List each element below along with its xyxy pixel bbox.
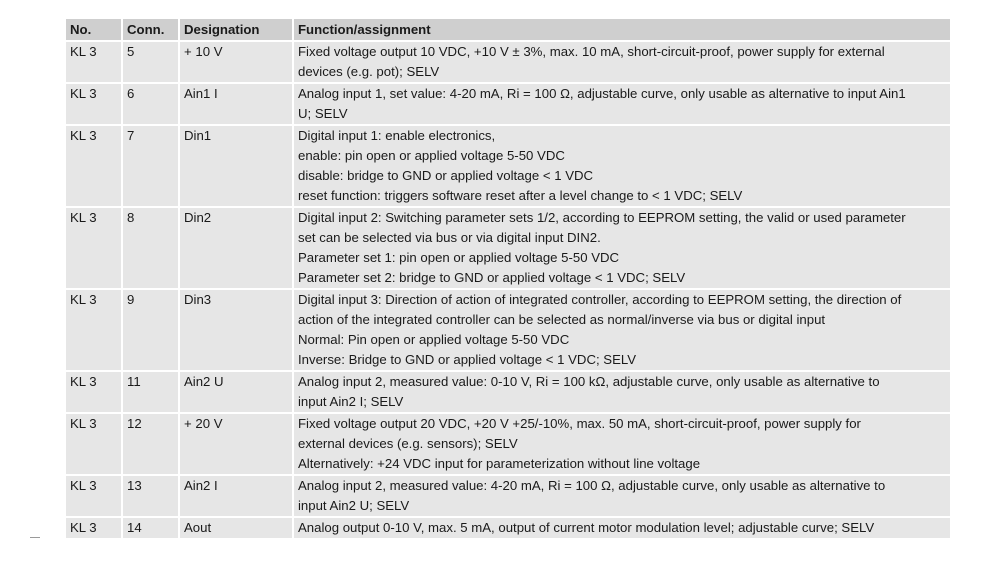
cell-no: KL 3 [66, 372, 121, 412]
cell-function [294, 42, 950, 82]
cell-no: KL 3 [66, 42, 121, 82]
function-line: Alternatively: +24 VDC input for parameterization without line voltage [298, 456, 701, 471]
cell-designation: + 10 V [180, 42, 292, 82]
cell-designation: Ain1 I [180, 84, 292, 124]
cell-no: KL 3 [66, 518, 121, 538]
cell-function [294, 84, 950, 124]
header-function: Function/assignment [294, 19, 950, 40]
table-row [66, 476, 950, 516]
cell-no: KL 3 [66, 476, 121, 516]
function-line: Normal: Pin open or applied voltage 5-50 VDC [298, 332, 570, 347]
cell-no: KL 3 [66, 126, 121, 206]
cell-function [294, 290, 950, 370]
cell-conn: 14 [123, 518, 178, 538]
function-line: devices (e.g. pot); SELV [298, 64, 440, 79]
table-row [66, 84, 950, 124]
function-line: Digital input 3: Direction of action of integrated controller, according to EEPROM setting, the direction of [298, 292, 902, 307]
cell-designation: Din1 [180, 126, 292, 206]
cell-function [294, 126, 950, 206]
cell-function [294, 414, 950, 474]
cell-conn: 11 [123, 372, 178, 412]
function-line: Analog input 2, measured value: 0-10 V, Ri = 100 kΩ, adjustable curve, only usable as alternative to [298, 374, 880, 389]
function-line: Digital input 1: enable electronics, [298, 128, 496, 143]
function-line: U; SELV [298, 106, 348, 121]
function-line: input Ain2 I; SELV [298, 394, 404, 409]
cell-function [294, 372, 950, 412]
cell-no: KL 3 [66, 84, 121, 124]
cell-designation: Ain2 I [180, 476, 292, 516]
table-body [66, 42, 950, 538]
function-line: action of the integrated controller can be selected as normal/inverse via bus or digital input [298, 312, 826, 327]
cell-function [294, 518, 950, 538]
function-line: Parameter set 2: bridge to GND or applied voltage < 1 VDC; SELV [298, 270, 686, 285]
table-row [66, 42, 950, 82]
cell-conn: 12 [123, 414, 178, 474]
cell-no: KL 3 [66, 208, 121, 288]
function-line: Analog input 2, measured value: 4-20 mA, Ri = 100 Ω, adjustable curve, only usable as alternative to [298, 478, 886, 493]
table-row [66, 414, 950, 474]
function-line: external devices (e.g. sensors); SELV [298, 436, 518, 451]
table-row [66, 208, 950, 288]
cell-no: KL 3 [66, 414, 121, 474]
function-line: Digital input 2: Switching parameter sets 1/2, according to EEPROM setting, the valid or used parameter [298, 210, 906, 225]
function-line: set can be selected via bus or via digital input DIN2. [298, 230, 601, 245]
function-line: Inverse: Bridge to GND or applied voltage < 1 VDC; SELV [298, 352, 637, 367]
function-line: disable: bridge to GND or applied voltage < 1 VDC [298, 168, 594, 183]
cell-designation: Ain2 U [180, 372, 292, 412]
header-designation: Designation [180, 19, 292, 40]
function-line: enable: pin open or applied voltage 5-50 VDC [298, 148, 565, 163]
terminal-table-container [66, 17, 950, 540]
margin-marker [30, 537, 40, 538]
cell-designation: + 20 V [180, 414, 292, 474]
cell-conn: 13 [123, 476, 178, 516]
cell-function [294, 208, 950, 288]
table-row [66, 290, 950, 370]
function-line: Parameter set 1: pin open or applied voltage 5-50 VDC [298, 250, 620, 265]
terminal-assignment-table [64, 17, 952, 540]
cell-conn: 5 [123, 42, 178, 82]
cell-conn: 8 [123, 208, 178, 288]
function-line: Analog output 0-10 V, max. 5 mA, output of current motor modulation level; adjustable curve; SELV [298, 520, 875, 535]
cell-conn: 9 [123, 290, 178, 370]
cell-no: KL 3 [66, 290, 121, 370]
table-row [66, 126, 950, 206]
cell-conn: 7 [123, 126, 178, 206]
cell-conn: 6 [123, 84, 178, 124]
table-row [66, 518, 950, 538]
cell-function [294, 476, 950, 516]
cell-designation: Din2 [180, 208, 292, 288]
function-line: Analog input 1, set value: 4-20 mA, Ri = 100 Ω, adjustable curve, only usable as alternative to input Ain1 [298, 86, 906, 101]
function-line: Fixed voltage output 10 VDC, +10 V ± 3%, max. 10 mA, short-circuit-proof, power supply for external [298, 44, 885, 59]
header-no: No. [66, 19, 121, 40]
function-line: Fixed voltage output 20 VDC, +20 V +25/-10%, max. 50 mA, short-circuit-proof, power supply for [298, 416, 861, 431]
function-line: input Ain2 U; SELV [298, 498, 410, 513]
cell-designation: Aout [180, 518, 292, 538]
table-header-row [66, 19, 950, 40]
table-row [66, 372, 950, 412]
function-line: reset function: triggers software reset after a level change to < 1 VDC; SELV [298, 188, 743, 203]
cell-designation: Din3 [180, 290, 292, 370]
header-conn: Conn. [123, 19, 178, 40]
